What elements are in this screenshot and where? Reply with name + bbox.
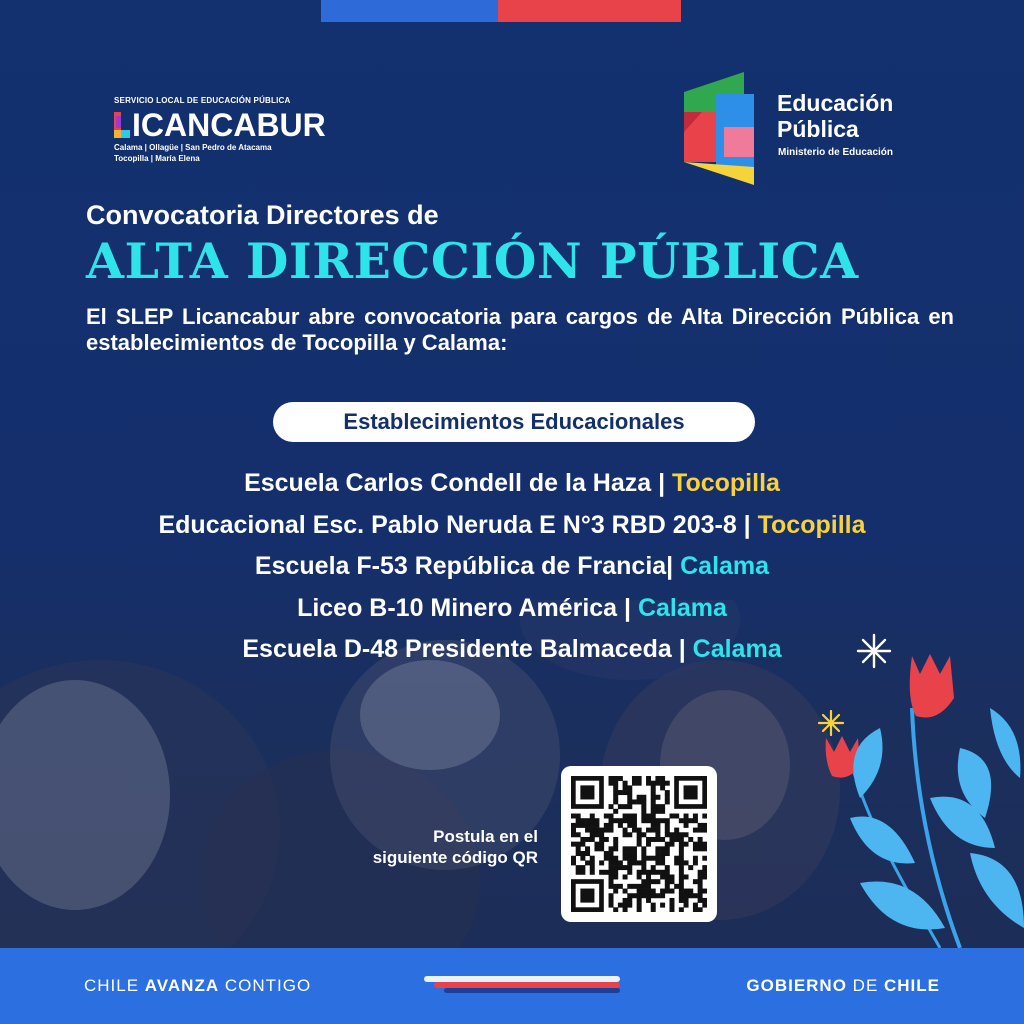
licancabur-tagline: SERVICIO LOCAL DE EDUCACIÓN PÚBLICA [114, 96, 291, 105]
footer-bar [0, 948, 1024, 1024]
school-city: Tocopilla [757, 510, 866, 539]
ministerio-line: Ministerio de Educación [778, 147, 894, 158]
licancabur-logo [114, 96, 374, 164]
educacion-publica-mark-icon [684, 72, 774, 188]
qr-code[interactable] [561, 766, 717, 922]
licancabur-communes-1: Calama | Ollagüe | San Pedro de Atacama [114, 143, 272, 152]
qr-code-icon [571, 776, 707, 912]
school-city: Calama [680, 552, 770, 580]
school-city: Tocopilla [672, 469, 780, 497]
school-city: Calama [637, 593, 727, 622]
footer-slogan: CHILE AVANZA CONTIGO [84, 976, 312, 995]
licancabur-name: ICANCABUR [132, 107, 326, 143]
licancabur-l-icon [114, 112, 130, 138]
establecimientos-pill: Establecimientos Educacionales [273, 402, 755, 442]
school-item: Escuela F-53 República de Francia| Calama [254, 552, 770, 580]
publica-line: Pública [777, 116, 859, 142]
subtitle: Convocatoria Directores de [86, 200, 439, 230]
educacion-publica-logo [684, 72, 924, 188]
description: El SLEP Licancabur abre convocatoria para cargos de Alta Dirección Pública en establecimientos de Tocopilla y Calama: [86, 304, 954, 355]
main-title: ALTA DIRECCIÓN PÚBLICA [86, 232, 859, 290]
top-bar-blue [321, 0, 498, 22]
qr-caption: Postula en el siguiente código QR [372, 827, 538, 867]
educacion-line: Educación [777, 90, 894, 116]
school-item: Liceo B-10 Minero América | Calama [297, 593, 727, 622]
flag-stripe-icon [424, 976, 620, 994]
school-item: Educacional Esc. Pablo Neruda E N°3 RBD 203-8 | Tocopilla [158, 510, 866, 539]
school-item: Escuela D-48 Presidente Balmaceda | Calama [242, 635, 782, 663]
tulip-flower-illustration [820, 648, 1024, 948]
school-city: Calama [692, 635, 782, 663]
footer-gobierno: GOBIERNO DE CHILE [746, 976, 940, 995]
licancabur-communes-2: Tocopilla | María Elena [114, 154, 200, 163]
schools-list [80, 463, 944, 671]
top-bar-red [498, 0, 681, 22]
school-item: Escuela Carlos Condell de la Haza | Tocopilla [244, 469, 780, 497]
